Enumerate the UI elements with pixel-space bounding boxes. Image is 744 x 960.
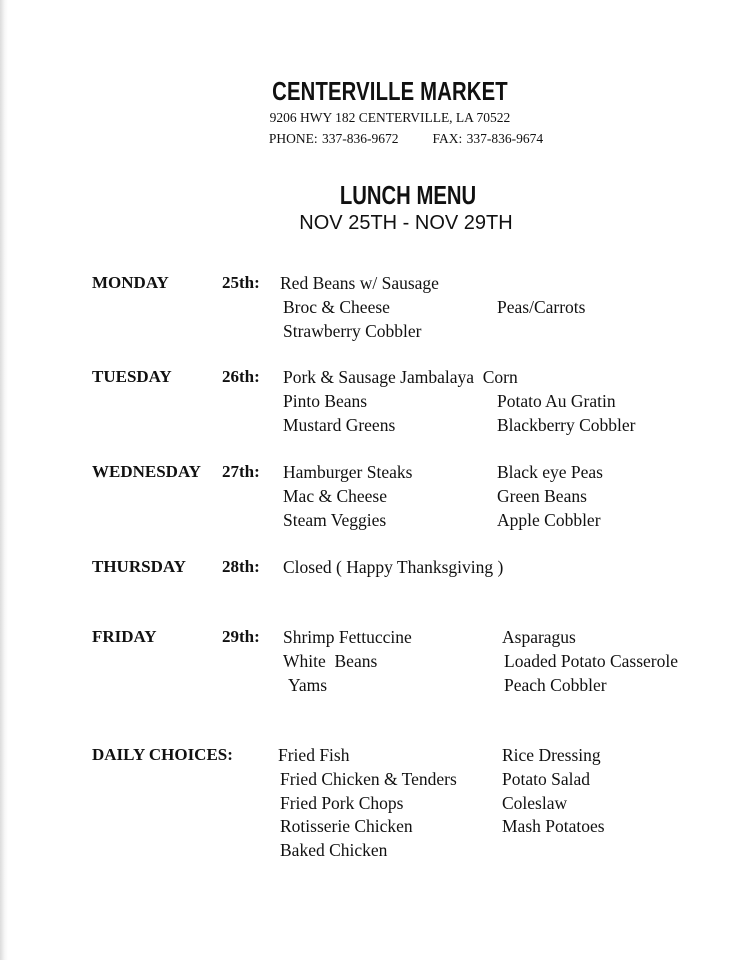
day-label: FRIDAY xyxy=(92,627,157,646)
menu-item: Loaded Potato Casserole xyxy=(504,651,678,671)
day-label: TUESDAY xyxy=(92,367,172,386)
menu-item: Shrimp Fettuccine xyxy=(283,627,412,647)
day-date: 27th: xyxy=(222,462,260,481)
menu-item: Baked Chicken xyxy=(280,840,388,860)
menu-item: Steam Veggies xyxy=(283,510,387,530)
menu-item: Closed ( Happy Thanksgiving ) xyxy=(283,557,504,577)
menu-item: Fried Pork Chops xyxy=(280,793,404,813)
menu-item: Mac & Cheese xyxy=(283,486,387,506)
daily-choices-label: DAILY CHOICES: xyxy=(92,745,233,764)
menu-item: Pork & Sausage Jambalaya Corn xyxy=(283,367,518,387)
phone-number: PHONE: 337-836-9672 xyxy=(268,131,399,146)
date-range: NOV 25TH - NOV 29TH xyxy=(299,212,513,234)
day-label: WEDNESDAY xyxy=(92,462,201,481)
menu-item: Yams xyxy=(288,675,328,695)
menu-item: Fried Chicken & Tenders xyxy=(280,769,457,789)
day-label: MONDAY xyxy=(92,273,169,292)
fax-number: FAX: 337-836-9674 xyxy=(432,131,544,146)
day-label: THURSDAY xyxy=(92,557,186,576)
menu-item: White Beans xyxy=(283,651,378,671)
store-name: CENTERVILLE MARKET xyxy=(272,76,508,106)
day-date: 29th: xyxy=(222,627,260,646)
menu-item: Rice Dressing xyxy=(502,745,601,765)
menu-item: Broc & Cheese xyxy=(283,297,390,317)
day-date: 26th: xyxy=(222,367,260,386)
menu-item: Peas/Carrots xyxy=(497,297,586,317)
menu-item: Strawberry Cobbler xyxy=(283,321,422,341)
menu-item: Peach Cobbler xyxy=(504,675,607,695)
menu-item: Black eye Peas xyxy=(497,462,603,482)
menu-item: Mash Potatoes xyxy=(502,816,605,836)
day-date: 25th: xyxy=(222,273,260,292)
menu-item: Green Beans xyxy=(497,486,587,506)
store-address: 9206 HWY 182 CENTERVILLE, LA 70522 xyxy=(269,110,511,125)
menu-item: Asparagus xyxy=(502,627,576,647)
day-date: 28th: xyxy=(222,557,260,576)
menu-item: Pinto Beans xyxy=(283,391,368,411)
menu-title: LUNCH MENU xyxy=(339,180,477,210)
menu-item: Coleslaw xyxy=(502,793,568,813)
menu-item: Hamburger Steaks xyxy=(283,462,413,482)
menu-item: Apple Cobbler xyxy=(497,510,601,530)
contact-line xyxy=(0,131,744,147)
menu-item: Potato Au Gratin xyxy=(497,391,616,411)
menu-item: Rotisserie Chicken xyxy=(280,816,413,836)
menu-item: Mustard Greens xyxy=(283,415,396,435)
menu-item: Potato Salad xyxy=(502,769,590,789)
menu-item: Red Beans w/ Sausage xyxy=(280,273,439,293)
menu-item: Fried Fish xyxy=(278,745,350,765)
menu-item: Blackberry Cobbler xyxy=(497,415,636,435)
